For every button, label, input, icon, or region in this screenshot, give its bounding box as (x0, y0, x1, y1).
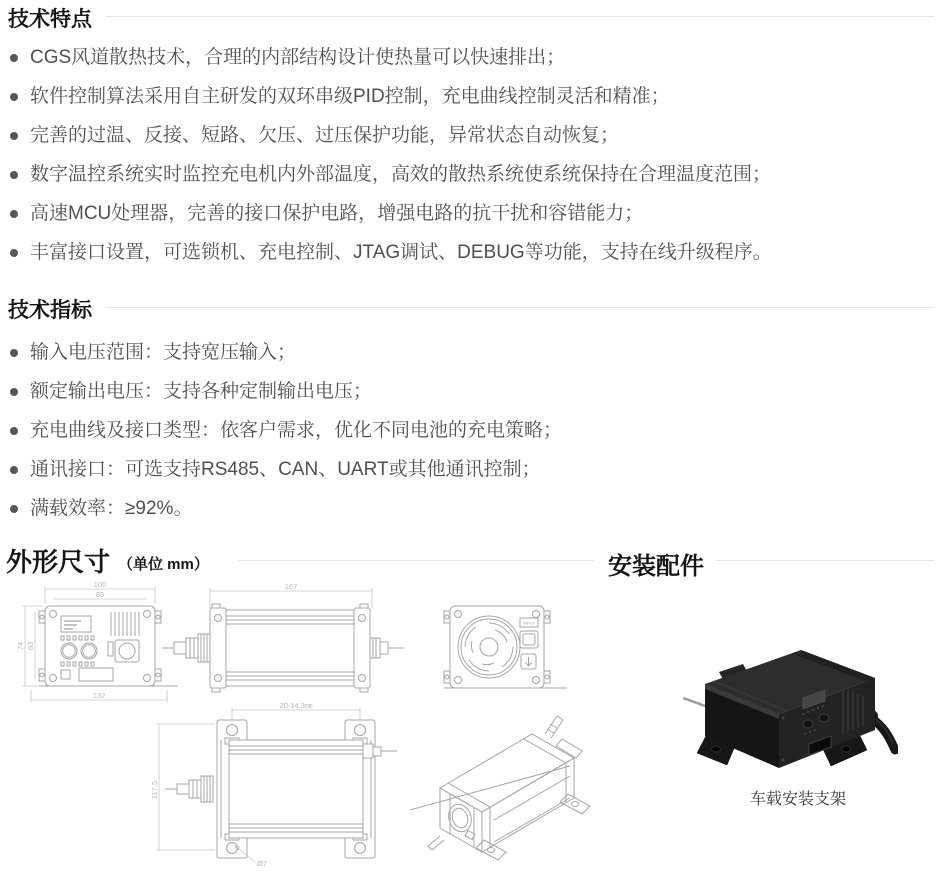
list-item (10, 341, 930, 365)
dim-topview-left: 117.5 (150, 780, 159, 800)
top-view-drawing (145, 698, 410, 871)
feature-text: 数字温控系统实时监控充电机内外部温度，高效的散热系统使系统保持在合理温度范围； (30, 164, 772, 185)
accessory-photo (683, 628, 898, 790)
side-view-drawing (158, 578, 408, 703)
dimensions-title-text: 外形尺寸 (6, 547, 111, 577)
dim-front-left: 74 (16, 641, 25, 651)
dim-front-top: 100 (93, 580, 107, 589)
front-view-drawing (15, 578, 180, 703)
accessory-caption: 车载安装支架 (749, 791, 846, 808)
list-item (10, 163, 930, 187)
dim-hole-dia: Ø7 (257, 859, 268, 868)
bullet-icon (10, 93, 18, 101)
list-item (10, 46, 930, 70)
bullet-icon (10, 466, 18, 474)
divider (106, 16, 934, 17)
list-item (10, 380, 930, 404)
spec-text: 额定输出电压：支持各种定制输出电压； (30, 381, 373, 402)
section-title-accessories: 安装配件 (608, 553, 704, 580)
list-item (10, 241, 930, 265)
dim-front-bottom: 132 (92, 691, 106, 700)
dim-front-left-inner: 63 (26, 641, 35, 651)
spec-text: 充电曲线及接口类型：依客户需求，优化不同电池的充电策略； (30, 420, 563, 441)
section-title-dimensions (6, 542, 209, 579)
dim-front-top-inner: 85 (95, 590, 105, 599)
bullet-icon (10, 388, 18, 396)
divider (716, 560, 934, 561)
input-port-label: INPUT (523, 620, 535, 626)
dim-side-top: 167 (284, 582, 298, 591)
spec-text: 通讯接口：可选支持RS485、CAN、UART或其他通讯控制； (30, 459, 541, 480)
bullet-icon (10, 349, 18, 357)
spec-text: 输入电压范围：支持宽压输入； (30, 342, 297, 363)
bullet-icon (10, 171, 18, 179)
feature-list (10, 46, 930, 280)
bullet-icon (10, 54, 18, 62)
section-title-specs: 技术指标 (8, 299, 92, 322)
list-item (10, 202, 930, 226)
bullet-icon (10, 132, 18, 140)
bullet-icon (10, 210, 18, 218)
list-item (10, 124, 930, 148)
divider (106, 307, 934, 308)
feature-text: 高速MCU处理器，完善的接口保护电路，增强电路的抗干扰和容错能力； (30, 203, 644, 224)
feature-text: 丰富接口设置，可选锁机、充电控制、JTAG调试、DEBUG等功能，支持在线升级程序。 (30, 242, 772, 263)
bullet-icon (10, 249, 18, 257)
section-title-features: 技术特点 (8, 8, 92, 31)
isometric-view-drawing (410, 690, 600, 868)
feature-text: 完善的过温、反接、短路、欠压、过压保护功能，异常状态自动恢复； (30, 125, 620, 146)
spec-list (10, 341, 930, 536)
list-item (10, 85, 930, 109)
feature-text: 软件控制算法采用自主研发的双环串级PID控制，充电曲线控制灵活和精准； (30, 86, 670, 107)
bullet-icon (10, 427, 18, 435)
divider (238, 560, 594, 561)
list-item (10, 458, 930, 482)
spec-text: 满载效率：≥92%。 (30, 498, 193, 519)
feature-text: CGS风道散热技术，合理的内部结构设计使热量可以快速排出； (30, 47, 566, 68)
unit-note: （单位 mm） (118, 556, 209, 573)
dim-topview-span: 20-14.3㎜ (279, 701, 313, 710)
bullet-icon (10, 505, 18, 513)
list-item (10, 497, 930, 521)
rear-view-drawing (432, 578, 567, 703)
list-item (10, 419, 930, 443)
